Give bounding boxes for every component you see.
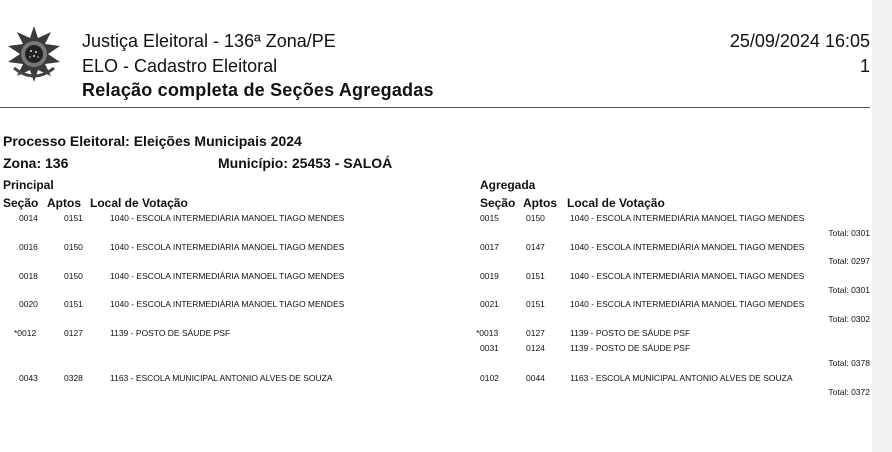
- agregada-row-5-aptos: 0124: [526, 343, 545, 353]
- principal-row-4-secao: *0012: [14, 328, 37, 338]
- page-number: 1: [859, 56, 870, 76]
- principal-row-5-aptos: 0328: [64, 373, 83, 383]
- agregada-row-2-local: 1040 - ESCOLA INTERMEDIÁRIA MANOEL TIAGO MENDES: [570, 271, 805, 281]
- principal-row-2-local: 1040 - ESCOLA INTERMEDIÁRIA MANOEL TIAGO MENDES: [110, 271, 345, 281]
- principal-row-0-secao: 0014: [19, 213, 38, 223]
- principal-row-1-local: 1040 - ESCOLA INTERMEDIÁRIA MANOEL TIAGO MENDES: [110, 242, 345, 252]
- agregada-row-1-secao: 0017: [480, 242, 499, 252]
- agregada-total-3: Total: 0302: [828, 314, 870, 324]
- principal-row-3-aptos: 0151: [64, 299, 83, 309]
- agregada-row-4-secao: *0013: [476, 328, 499, 338]
- agregada-row-5-local: 1139 - POSTO DE SÁUDE PSF: [570, 343, 691, 353]
- agregada-header-local: Local de Votação: [567, 196, 665, 210]
- principal-header-aptos: Aptos: [47, 196, 81, 210]
- principal-row-4-local: 1139 - POSTO DE SÁUDE PSF: [110, 328, 231, 338]
- principal-row-4-aptos: 0127: [64, 328, 83, 338]
- principal-row-1-secao: 0016: [19, 242, 38, 252]
- agregada-row-3-local: 1040 - ESCOLA INTERMEDIÁRIA MANOEL TIAGO MENDES: [570, 299, 805, 309]
- agregada-total-1: Total: 0297: [828, 256, 870, 266]
- page-edge: [872, 0, 892, 452]
- principal-row-5-local: 1163 - ESCOLA MUNICIPAL ANTONIO ALVES DE SOUZA: [110, 373, 333, 383]
- agregada-total-0: Total: 0301: [828, 228, 870, 238]
- agregada-row-0-local: 1040 - ESCOLA INTERMEDIÁRIA MANOEL TIAGO MENDES: [570, 213, 805, 223]
- agregada-row-2-aptos: 0151: [526, 271, 545, 281]
- agregada-total-4: Total: 0378: [828, 358, 870, 368]
- agregada-row-2-secao: 0019: [480, 271, 499, 281]
- municipio: Município: 25453 - SALOÁ: [218, 155, 393, 171]
- principal-row-3-local: 1040 - ESCOLA INTERMEDIÁRIA MANOEL TIAGO MENDES: [110, 299, 345, 309]
- agregada-row-1-aptos: 0147: [526, 242, 545, 252]
- principal-header-local: Local de Votação: [90, 196, 188, 210]
- report-title: Relação completa de Seções Agregadas: [82, 80, 434, 100]
- agregada-total-5: Total: 0372: [828, 387, 870, 397]
- agregada-row-0-secao: 0015: [480, 213, 499, 223]
- principal-row-3-secao: 0020: [19, 299, 38, 309]
- agregada-row-3-secao: 0021: [480, 299, 499, 309]
- principal-row-5-secao: 0043: [19, 373, 38, 383]
- agregada-row-4-local: 1139 - POSTO DE SÁUDE PSF: [570, 328, 691, 338]
- agregada-row-6-secao: 0102: [480, 373, 499, 383]
- agregada-row-0-aptos: 0150: [526, 213, 545, 223]
- header-line1: Justiça Eleitoral - 136ª Zona/PE: [82, 31, 336, 51]
- zona: Zona: 136: [3, 155, 69, 171]
- principal-label: Principal: [3, 178, 54, 192]
- principal-row-2-aptos: 0150: [64, 271, 83, 281]
- agregada-header-aptos: Aptos: [523, 196, 557, 210]
- agregada-row-6-local: 1163 - ESCOLA MUNICIPAL ANTONIO ALVES DE SOUZA: [570, 373, 793, 383]
- agregada-row-3-aptos: 0151: [526, 299, 545, 309]
- agregada-row-1-local: 1040 - ESCOLA INTERMEDIÁRIA MANOEL TIAGO MENDES: [570, 242, 805, 252]
- report-datetime: 25/09/2024 16:05: [729, 31, 870, 51]
- agregada-header-secao: Seção: [480, 196, 516, 210]
- agregada-label: Agregada: [480, 178, 536, 192]
- processo-eleitoral: Processo Eleitoral: Eleições Municipais 2024: [3, 133, 302, 149]
- agregada-row-6-aptos: 0044: [526, 373, 545, 383]
- brazil-coat-of-arms-icon: [4, 24, 64, 84]
- principal-row-0-aptos: 0151: [64, 213, 83, 223]
- agregada-row-4-aptos: 0127: [526, 328, 545, 338]
- agregada-row-5-secao: 0031: [480, 343, 499, 353]
- principal-row-0-local: 1040 - ESCOLA INTERMEDIÁRIA MANOEL TIAGO MENDES: [110, 213, 345, 223]
- header-line2: ELO - Cadastro Eleitoral: [82, 56, 278, 76]
- header-divider: [0, 107, 870, 108]
- principal-row-2-secao: 0018: [19, 271, 38, 281]
- principal-row-1-aptos: 0150: [64, 242, 83, 252]
- principal-header-secao: Seção: [3, 196, 39, 210]
- agregada-total-2: Total: 0301: [828, 285, 870, 295]
